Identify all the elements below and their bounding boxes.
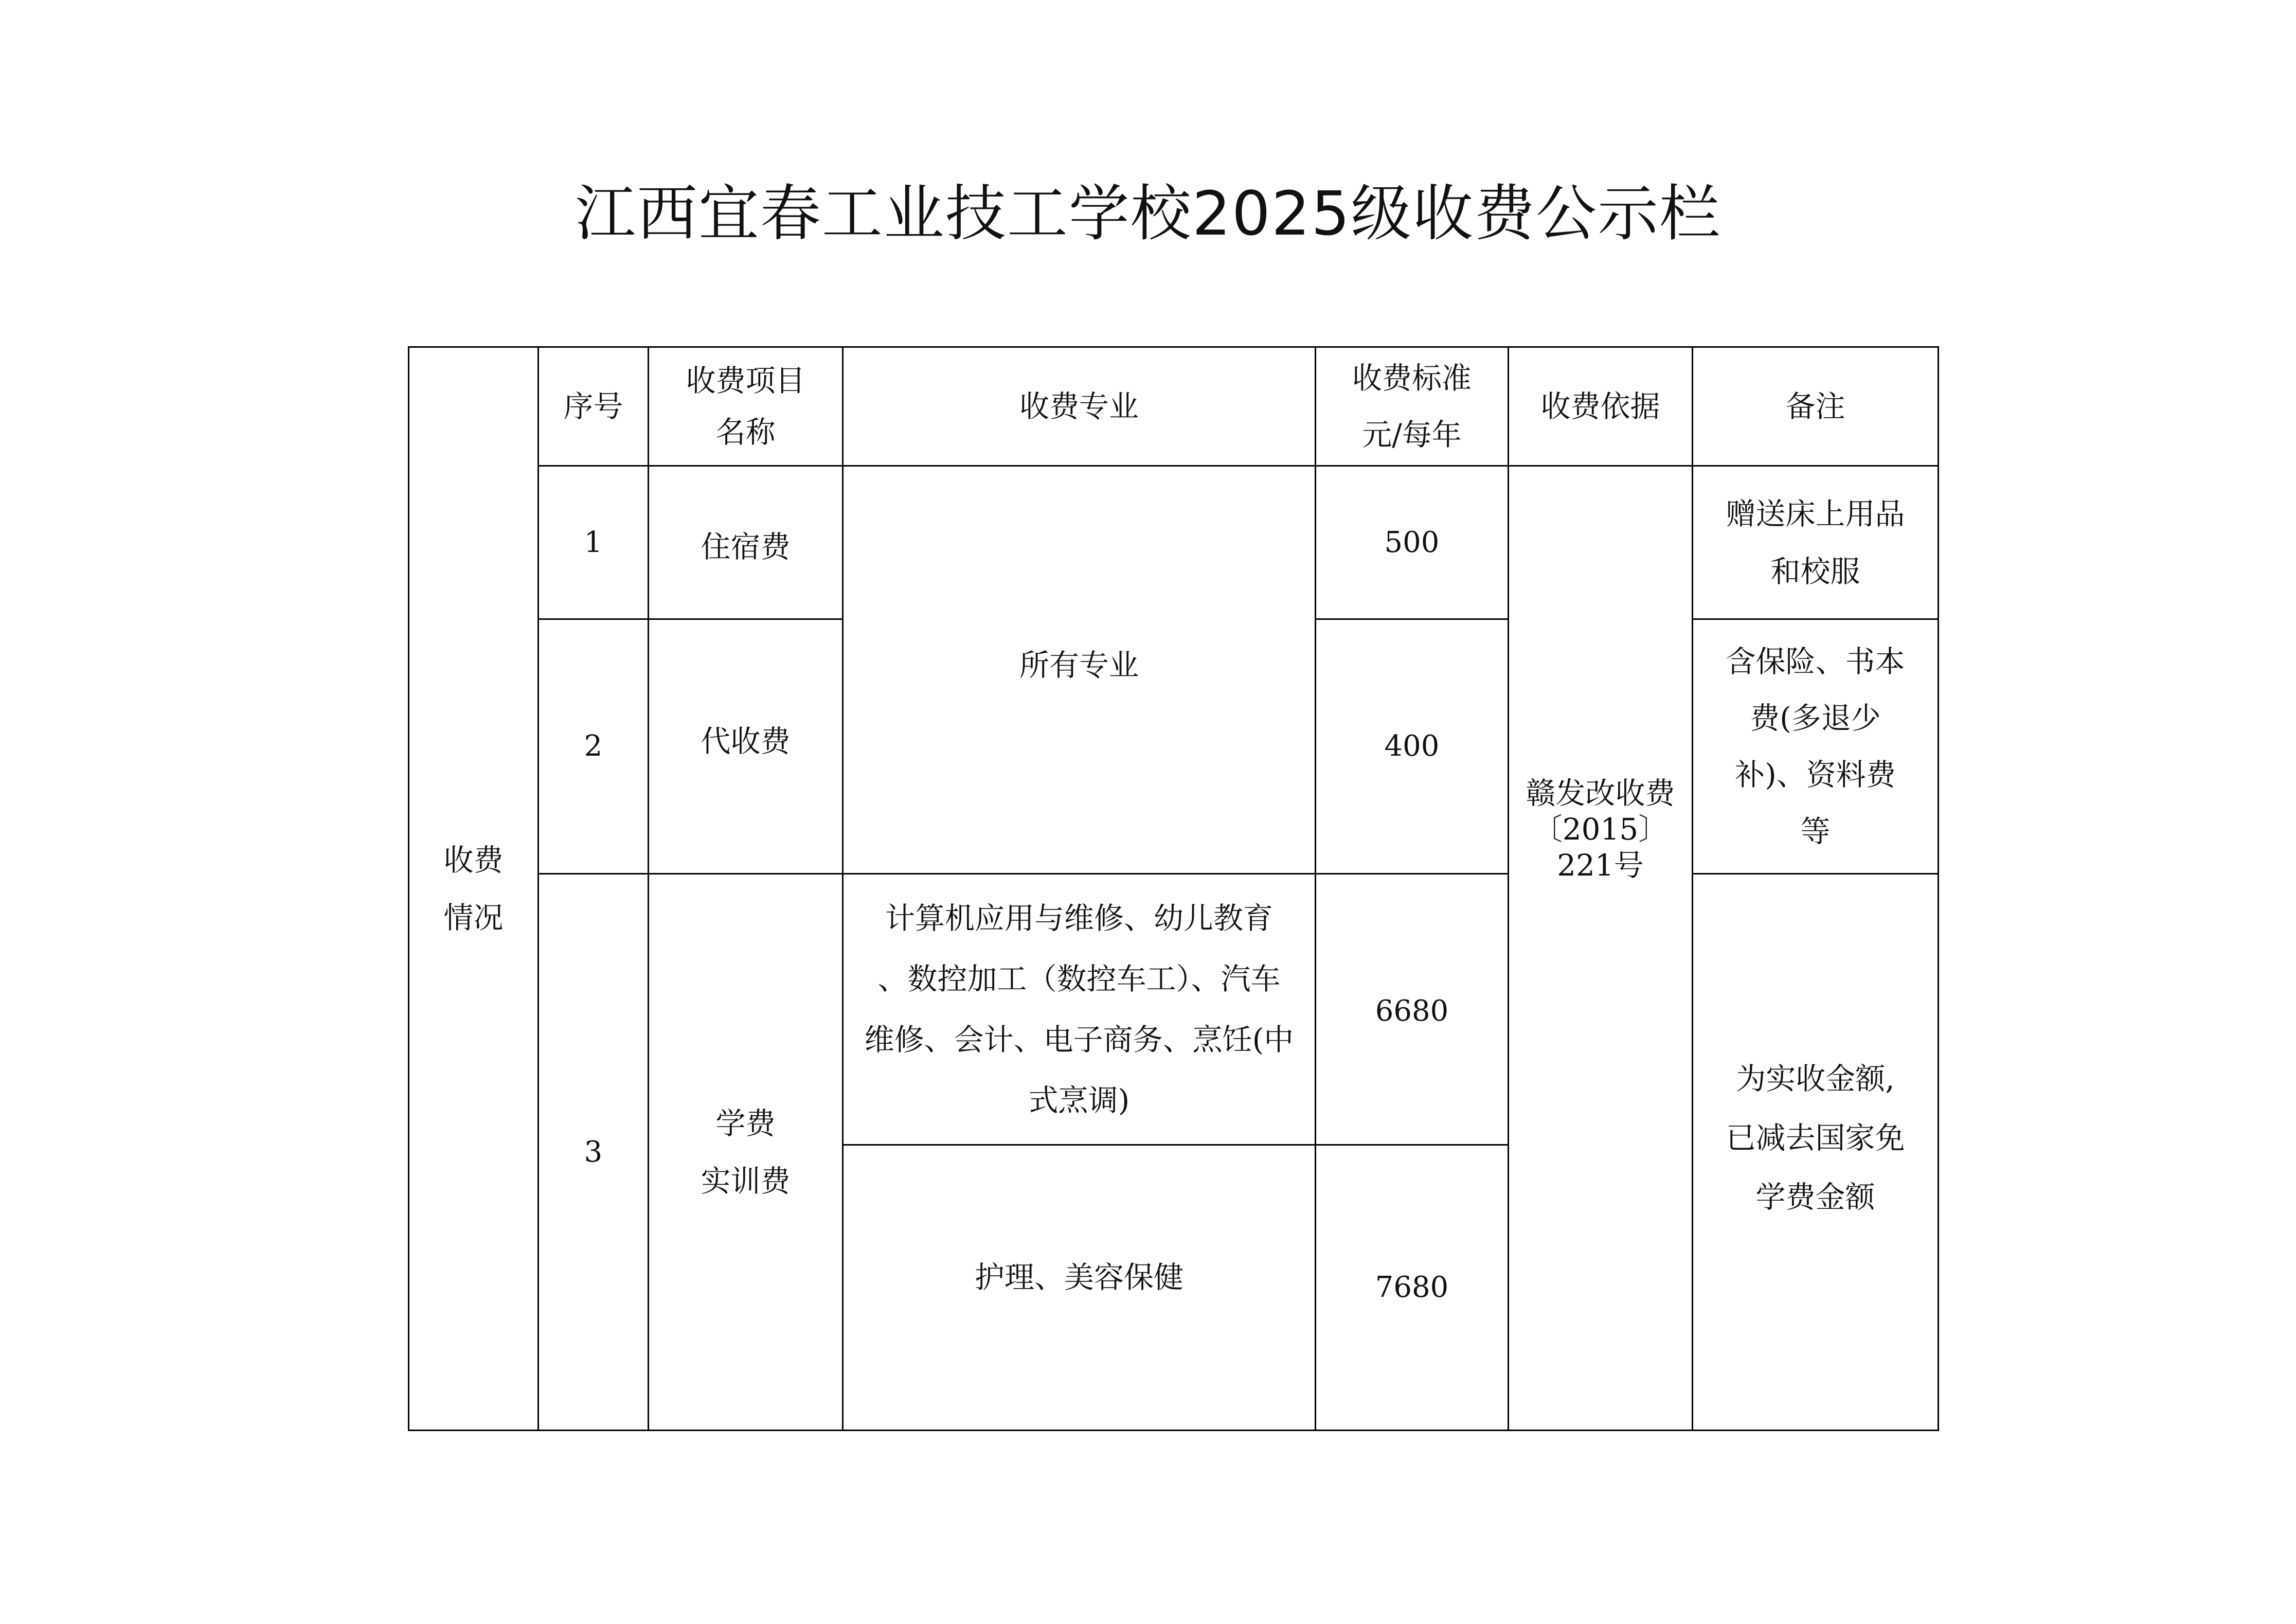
row-3-note: 为实收金额, 已减去国家免 学费金额 (1692, 873, 1939, 1431)
row-3-item: 学费 实训费 (648, 873, 844, 1431)
row-1-fee: 500 (1315, 465, 1509, 620)
row-1-item: 住宿费 (648, 465, 844, 620)
header-major: 收费专业 (842, 346, 1316, 467)
header-basis: 收费依据 (1508, 346, 1693, 467)
row-2-fee: 400 (1315, 618, 1509, 875)
fee-basis: 赣发改收费 〔2015〕 221号 (1508, 465, 1693, 1431)
row-2-seq: 2 (537, 618, 649, 875)
row-2-note: 含保险、书本 费(多退少 补)、资料费 等 (1692, 618, 1939, 875)
header-seq: 序号 (537, 346, 649, 467)
row-1-note: 赠送床上用品 和校服 (1692, 465, 1939, 620)
row-3b-major: 护理、美容保健 (842, 1144, 1316, 1431)
header-standard: 收费标准 元/每年 (1315, 346, 1509, 467)
row-3a-fee: 6680 (1315, 873, 1509, 1146)
row-1-2-major: 所有专业 (842, 465, 1316, 875)
header-note: 备注 (1692, 346, 1939, 467)
row-3-seq: 3 (537, 873, 649, 1431)
header-item: 收费项目 名称 (648, 346, 844, 467)
page-title: 江西宜春工业技工学校2025级收费公示栏 (575, 178, 1721, 249)
row-3a-major: 计算机应用与维修、幼儿教育 、数控加工（数控车工）、汽车 维修、会计、电子商务、烹饪(中 式烹调) (842, 873, 1316, 1146)
row-2-item: 代收费 (648, 618, 844, 875)
row-3b-fee: 7680 (1315, 1144, 1509, 1431)
section-label: 收费 情况 (408, 346, 539, 1431)
row-1-seq: 1 (537, 465, 649, 620)
